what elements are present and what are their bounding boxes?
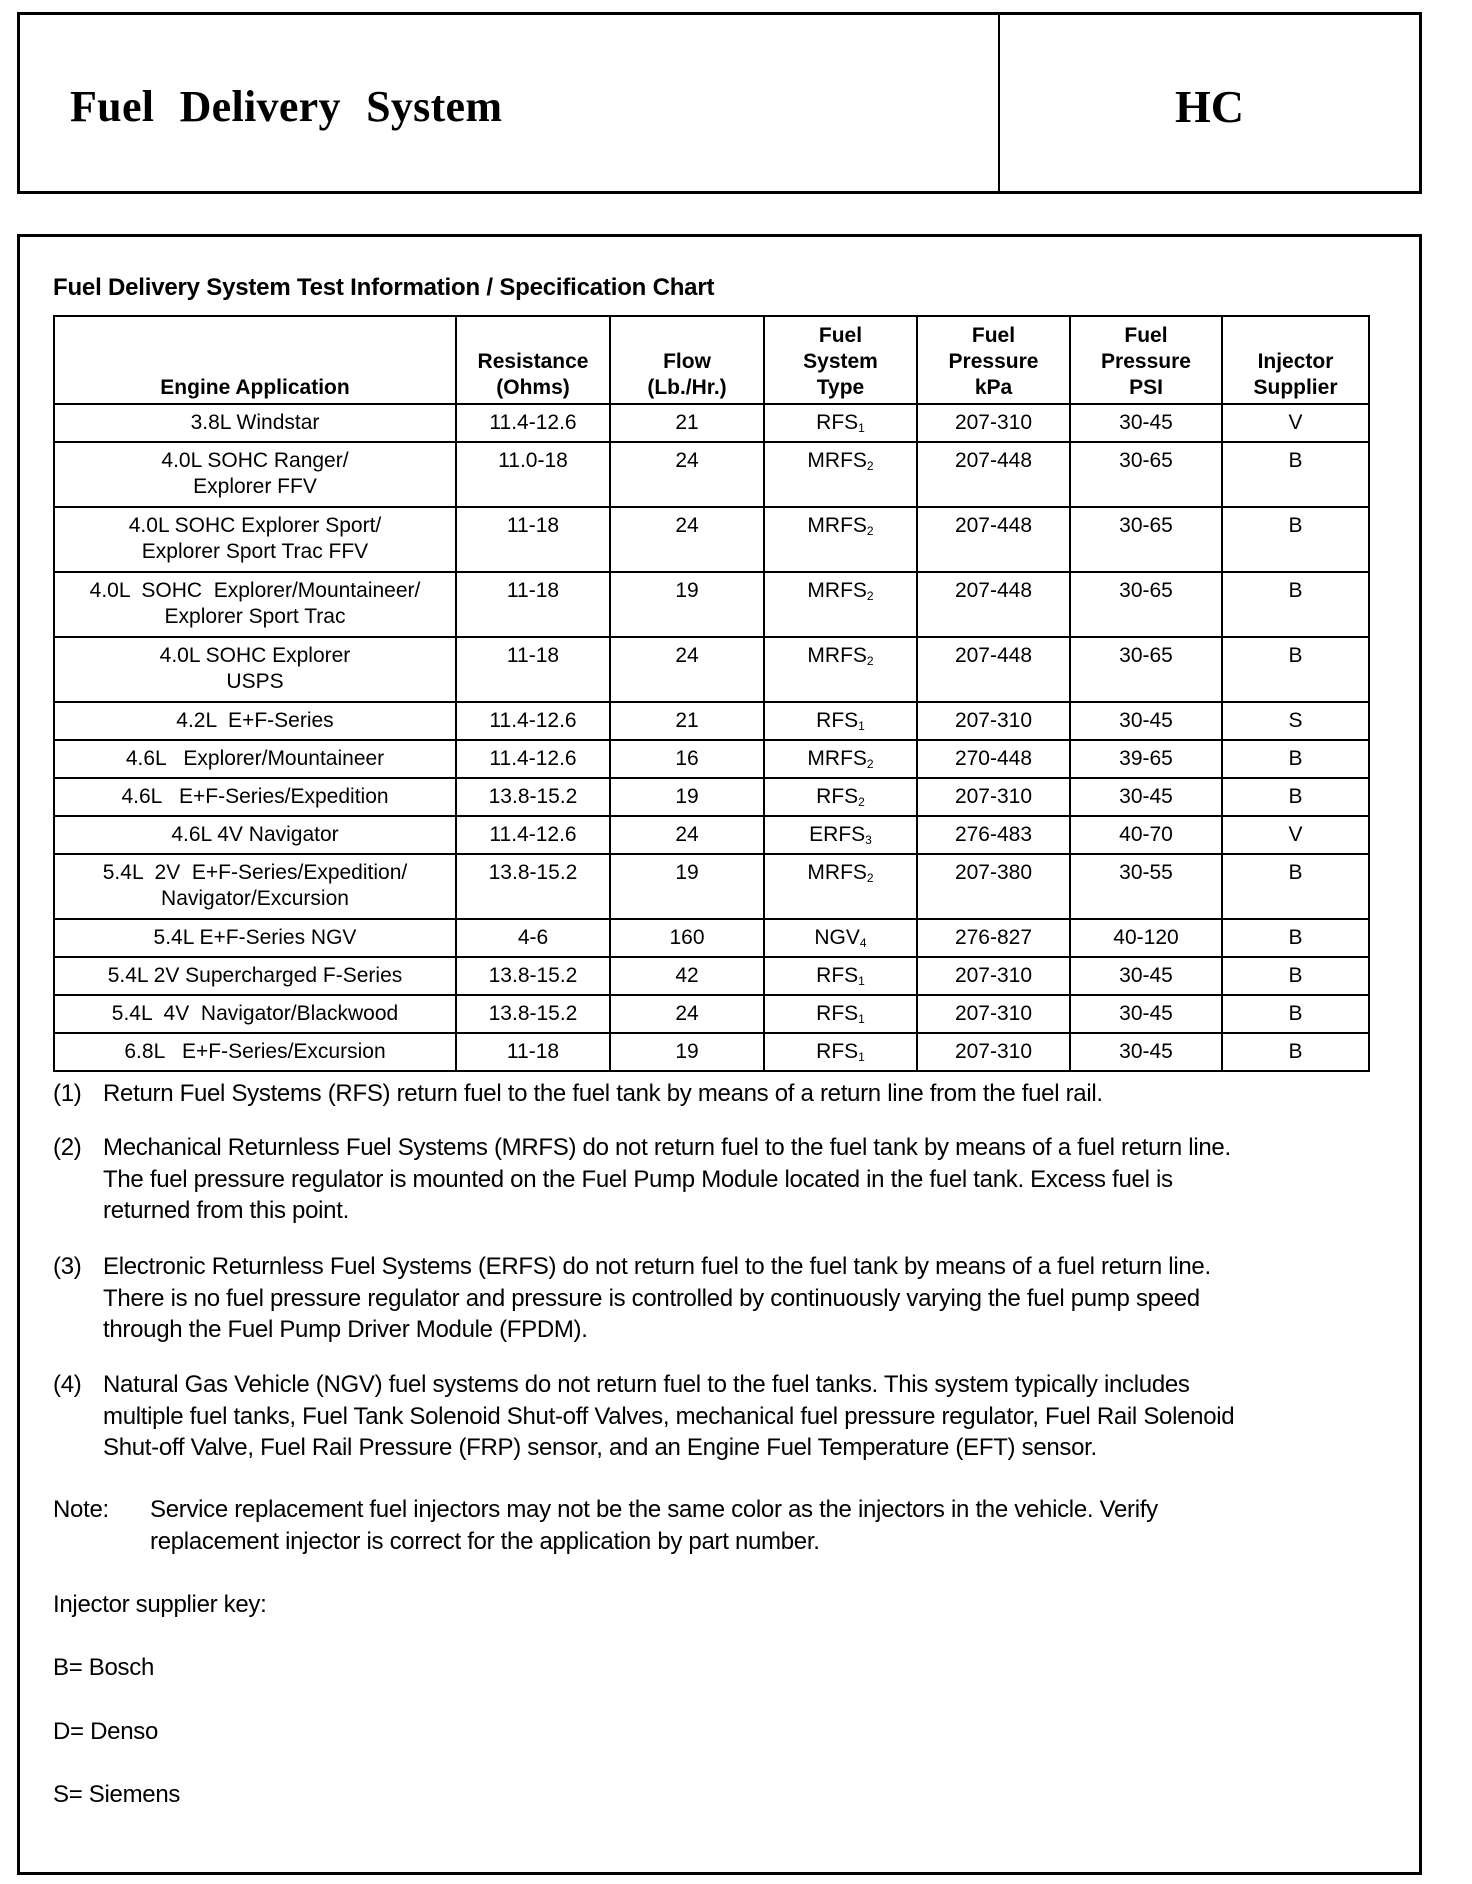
service-note xyxy=(53,1494,1413,1557)
cell-flow: 21 xyxy=(610,404,764,442)
cell-kpa: 207-448 xyxy=(917,637,1070,702)
cell-flow: 24 xyxy=(610,442,764,507)
footnote-ref: 2 xyxy=(866,654,874,668)
column-header-line: Type xyxy=(816,376,865,399)
cell-supplier: B xyxy=(1222,854,1369,919)
cell-engine-application xyxy=(54,995,456,1033)
column-header-line: Fuel xyxy=(971,324,1016,347)
supplier-key-item: S= Siemens xyxy=(53,1781,181,1808)
cell-kpa: 207-310 xyxy=(917,957,1070,995)
cell-fuel-system-type xyxy=(764,854,917,919)
fuel-system-type: RFS xyxy=(816,1002,859,1025)
engine-application-line: 4.2L E+F-Series xyxy=(176,709,334,732)
footnote-1 xyxy=(53,1078,1413,1110)
cell-flow: 24 xyxy=(610,995,764,1033)
footnote-line: There is no fuel pressure regulator and pressure is controlled by continuously varying the fuel pump speed xyxy=(103,1284,1200,1312)
section-code: HC xyxy=(1175,80,1244,132)
cell-fuel-system-type xyxy=(764,995,917,1033)
cell-flow: 19 xyxy=(610,854,764,919)
cell-engine-application xyxy=(54,404,456,442)
footnote-2 xyxy=(53,1132,1413,1227)
fuel-system-type: MRFS xyxy=(807,514,867,537)
cell-engine-application xyxy=(54,854,456,919)
fuel-system-type: ERFS xyxy=(809,823,866,846)
footnote-line: Electronic Returnless Fuel Systems (ERFS) do not return fuel to the fuel tank by means of a fuel return line. xyxy=(103,1253,1211,1280)
cell-resistance: 11.4-12.6 xyxy=(456,404,610,442)
cell-supplier: V xyxy=(1222,816,1369,854)
header-title-cell xyxy=(20,15,1000,191)
footnote-ref: 2 xyxy=(866,757,874,771)
cell-supplier: B xyxy=(1222,957,1369,995)
cell-kpa: 207-448 xyxy=(917,442,1070,507)
fuel-system-type: MRFS xyxy=(807,579,867,602)
page-title: Fuel Delivery System xyxy=(70,81,503,131)
cell-kpa: 207-310 xyxy=(917,995,1070,1033)
cell-engine-application xyxy=(54,702,456,740)
column-header-fuel-pressure-kpa xyxy=(917,316,1070,404)
column-header-line: kPa xyxy=(974,376,1013,399)
engine-application-line: Explorer FFV xyxy=(193,475,317,498)
cell-supplier: B xyxy=(1222,919,1369,957)
table-row xyxy=(54,995,1369,1033)
cell-resistance: 11.4-12.6 xyxy=(456,740,610,778)
cell-engine-application xyxy=(54,957,456,995)
cell-engine-application xyxy=(54,442,456,507)
footnote-ref: 2 xyxy=(866,459,874,473)
cell-resistance: 11.0-18 xyxy=(456,442,610,507)
footnote-text xyxy=(103,1251,1413,1346)
cell-psi: 30-55 xyxy=(1070,854,1222,919)
document-header xyxy=(17,12,1422,194)
cell-psi: 30-65 xyxy=(1070,507,1222,572)
cell-engine-application xyxy=(54,1033,456,1071)
chart-title: Fuel Delivery System Test Information / Specification Chart xyxy=(53,274,715,301)
cell-resistance: 11.4-12.6 xyxy=(456,702,610,740)
engine-application-line: Explorer Sport Trac FFV xyxy=(141,540,369,563)
table-row xyxy=(54,919,1369,957)
footnote-line: The fuel pressure regulator is mounted on the Fuel Pump Module located in the fuel tank. Excess fuel is xyxy=(103,1165,1173,1193)
cell-fuel-system-type xyxy=(764,507,917,572)
cell-psi: 30-65 xyxy=(1070,637,1222,702)
table-row xyxy=(54,957,1369,995)
footnote-text xyxy=(103,1369,1413,1464)
column-header-flow xyxy=(610,316,764,404)
cell-flow: 160 xyxy=(610,919,764,957)
column-header-line: (Lb./Hr.) xyxy=(647,376,727,399)
table-row xyxy=(54,1033,1369,1071)
cell-supplier: B xyxy=(1222,995,1369,1033)
footnote-ref: 1 xyxy=(858,719,865,733)
cell-flow: 19 xyxy=(610,778,764,816)
cell-kpa: 207-448 xyxy=(917,572,1070,637)
supplier-key-item: B= Bosch xyxy=(53,1654,154,1681)
cell-engine-application xyxy=(54,778,456,816)
footnote-ref: 1 xyxy=(858,421,865,435)
supplier-key-item: D= Denso xyxy=(53,1718,158,1745)
fuel-system-type: RFS xyxy=(816,1040,859,1063)
cell-psi: 30-45 xyxy=(1070,404,1222,442)
cell-resistance: 13.8-15.2 xyxy=(456,995,610,1033)
cell-supplier: V xyxy=(1222,404,1369,442)
table-row xyxy=(54,778,1369,816)
cell-kpa: 276-483 xyxy=(917,816,1070,854)
cell-fuel-system-type xyxy=(764,1033,917,1071)
footnote-number: (3) xyxy=(53,1253,82,1280)
cell-resistance: 13.8-15.2 xyxy=(456,778,610,816)
column-header-resistance xyxy=(456,316,610,404)
engine-application-line: USPS xyxy=(226,670,284,693)
cell-psi: 30-65 xyxy=(1070,442,1222,507)
column-header-line: System xyxy=(803,350,878,373)
cell-kpa: 270-448 xyxy=(917,740,1070,778)
cell-supplier: B xyxy=(1222,572,1369,637)
footnote-line: Mechanical Returnless Fuel Systems (MRFS) do not return fuel to the fuel tank by means of a fuel return line. xyxy=(103,1134,1231,1161)
cell-flow: 16 xyxy=(610,740,764,778)
engine-application-line: 4.6L E+F-Series/Expedition xyxy=(121,785,389,808)
note-line: replacement injector is correct for the application by part number. xyxy=(150,1527,820,1555)
cell-kpa: 207-310 xyxy=(917,404,1070,442)
footnote-line: multiple fuel tanks, Fuel Tank Solenoid Shut-off Valves, mechanical fuel pressure regulator, Fuel Rail Solenoid xyxy=(103,1402,1235,1430)
supplier-key-heading: Injector supplier key: xyxy=(53,1591,267,1618)
note-label: Note: xyxy=(53,1496,109,1523)
fuel-system-type: RFS xyxy=(816,411,859,434)
table-row xyxy=(54,740,1369,778)
footnote-ref: 2 xyxy=(866,589,874,603)
footnote-line: returned from this point. xyxy=(103,1197,349,1225)
cell-flow: 19 xyxy=(610,572,764,637)
table-row xyxy=(54,854,1369,919)
cell-kpa: 207-380 xyxy=(917,854,1070,919)
fuel-system-type: RFS xyxy=(816,709,859,732)
cell-kpa: 207-310 xyxy=(917,1033,1070,1071)
cell-resistance: 11-18 xyxy=(456,1033,610,1071)
cell-psi: 39-65 xyxy=(1070,740,1222,778)
engine-application-line: 4.0L SOHC Ranger/ xyxy=(161,449,349,472)
engine-application-line: 4.6L Explorer/Mountaineer xyxy=(125,747,385,770)
note-text xyxy=(150,1494,1413,1557)
column-header-line: Flow xyxy=(663,350,711,373)
engine-application-line: 5.4L E+F-Series NGV xyxy=(153,926,357,949)
cell-psi: 40-120 xyxy=(1070,919,1222,957)
cell-fuel-system-type xyxy=(764,637,917,702)
cell-fuel-system-type xyxy=(764,740,917,778)
cell-resistance: 11-18 xyxy=(456,637,610,702)
cell-fuel-system-type xyxy=(764,816,917,854)
column-header-engine-application xyxy=(54,316,456,404)
cell-resistance: 11.4-12.6 xyxy=(456,816,610,854)
footnote-ref: 2 xyxy=(866,871,874,885)
cell-kpa: 276-827 xyxy=(917,919,1070,957)
footnote-ref: 2 xyxy=(858,795,865,809)
table-row xyxy=(54,404,1369,442)
column-header-line: Fuel xyxy=(1124,324,1168,347)
footnote-number: (4) xyxy=(53,1371,82,1398)
fuel-system-type: RFS xyxy=(816,964,859,987)
footnote-line: Natural Gas Vehicle (NGV) fuel systems do not return fuel to the fuel tanks. This system typically includes xyxy=(103,1371,1190,1398)
footnote-number: (1) xyxy=(53,1080,82,1107)
footnote-line: through the Fuel Pump Driver Module (FPDM). xyxy=(103,1316,588,1344)
cell-supplier: S xyxy=(1222,702,1369,740)
fuel-system-type: MRFS xyxy=(807,644,867,667)
footnote-3 xyxy=(53,1251,1413,1346)
cell-flow: 24 xyxy=(610,507,764,572)
cell-flow: 24 xyxy=(610,816,764,854)
engine-application-line: 5.4L 2V E+F-Series/Expedition/ xyxy=(102,861,408,884)
column-header-fuel-system-type xyxy=(764,316,917,404)
cell-psi: 30-65 xyxy=(1070,572,1222,637)
cell-psi: 30-45 xyxy=(1070,778,1222,816)
fuel-system-type: NGV xyxy=(814,926,860,949)
cell-psi: 30-45 xyxy=(1070,702,1222,740)
fuel-system-type: MRFS xyxy=(807,449,867,472)
cell-engine-application xyxy=(54,507,456,572)
footnote-line: Return Fuel Systems (RFS) return fuel to the fuel tank by means of a return line from the fuel rail. xyxy=(103,1080,1103,1107)
cell-kpa: 207-448 xyxy=(917,507,1070,572)
cell-psi: 30-45 xyxy=(1070,995,1222,1033)
table-row xyxy=(54,442,1369,507)
footnote-ref: 1 xyxy=(858,1012,865,1026)
engine-application-line: Explorer Sport Trac xyxy=(164,605,346,628)
cell-fuel-system-type xyxy=(764,702,917,740)
engine-application-line: 5.4L 4V Navigator/Blackwood xyxy=(111,1002,399,1025)
cell-engine-application xyxy=(54,740,456,778)
footnote-number: (2) xyxy=(53,1134,82,1161)
column-header-line: Pressure xyxy=(948,350,1039,373)
cell-flow: 24 xyxy=(610,637,764,702)
cell-flow: 19 xyxy=(610,1033,764,1071)
engine-application-line: Navigator/Excursion xyxy=(161,887,349,910)
column-header-line: Resistance xyxy=(477,350,589,373)
cell-supplier: B xyxy=(1222,740,1369,778)
table-row xyxy=(54,507,1369,572)
fuel-system-type: RFS xyxy=(816,785,859,808)
cell-supplier: B xyxy=(1222,778,1369,816)
cell-supplier: B xyxy=(1222,637,1369,702)
column-header-injector-supplier xyxy=(1222,316,1369,404)
cell-supplier: B xyxy=(1222,507,1369,572)
header-code-cell xyxy=(1000,15,1419,191)
cell-fuel-system-type xyxy=(764,572,917,637)
footnote-ref: 1 xyxy=(858,1050,865,1064)
note-line: Service replacement fuel injectors may not be the same color as the injectors in the vehicle. Verify xyxy=(150,1496,1158,1523)
footnote-ref: 2 xyxy=(866,524,874,538)
cell-resistance: 13.8-15.2 xyxy=(456,957,610,995)
cell-psi: 40-70 xyxy=(1070,816,1222,854)
cell-psi: 30-45 xyxy=(1070,957,1222,995)
cell-engine-application xyxy=(54,637,456,702)
cell-psi: 30-45 xyxy=(1070,1033,1222,1071)
cell-supplier: B xyxy=(1222,1033,1369,1071)
engine-application-line: 5.4L 2V Supercharged F-Series xyxy=(107,964,403,987)
cell-fuel-system-type xyxy=(764,778,917,816)
table-row xyxy=(54,702,1369,740)
cell-flow: 21 xyxy=(610,702,764,740)
cell-flow: 42 xyxy=(610,957,764,995)
cell-fuel-system-type xyxy=(764,957,917,995)
footnote-text xyxy=(103,1078,1413,1110)
column-header-line: Injector xyxy=(1257,350,1334,373)
table-body xyxy=(54,404,1369,1071)
footnote-line: Shut-off Valve, Fuel Rail Pressure (FRP) sensor, and an Engine Fuel Temperature (EFT) sensor. xyxy=(103,1434,1097,1462)
column-header-line: Supplier xyxy=(1253,376,1338,399)
cell-kpa: 207-310 xyxy=(917,778,1070,816)
cell-fuel-system-type xyxy=(764,919,917,957)
footnote-text xyxy=(103,1132,1413,1227)
table-row xyxy=(54,572,1369,637)
cell-resistance: 11-18 xyxy=(456,507,610,572)
cell-supplier: B xyxy=(1222,442,1369,507)
fuel-system-type: MRFS xyxy=(807,861,867,884)
footnote-ref: 4 xyxy=(859,936,867,950)
footnote-ref: 3 xyxy=(865,833,872,847)
cell-resistance: 13.8-15.2 xyxy=(456,854,610,919)
cell-fuel-system-type xyxy=(764,442,917,507)
engine-application-line: 4.0L SOHC Explorer/Mountaineer/ xyxy=(89,579,421,602)
cell-engine-application xyxy=(54,816,456,854)
fuel-system-type: MRFS xyxy=(807,747,867,770)
cell-engine-application xyxy=(54,572,456,637)
cell-kpa: 207-310 xyxy=(917,702,1070,740)
engine-application-line: 4.0L SOHC Explorer xyxy=(159,644,351,667)
cell-resistance: 11-18 xyxy=(456,572,610,637)
column-header-line: Pressure xyxy=(1101,350,1191,373)
column-header-line: Fuel xyxy=(818,324,863,347)
engine-application-line: 3.8L Windstar xyxy=(190,411,320,434)
engine-application-line: 4.0L SOHC Explorer Sport/ xyxy=(128,514,382,537)
cell-engine-application xyxy=(54,919,456,957)
table-row xyxy=(54,816,1369,854)
engine-application-line: 6.8L E+F-Series/Excursion xyxy=(124,1040,386,1063)
column-header-line: PSI xyxy=(1129,376,1163,399)
table-header-row xyxy=(54,316,1369,404)
engine-application-line: 4.6L 4V Navigator xyxy=(171,823,339,846)
footnote-ref: 1 xyxy=(858,974,865,988)
cell-fuel-system-type xyxy=(764,404,917,442)
table-row xyxy=(54,637,1369,702)
column-header-line: Engine Application xyxy=(160,376,350,399)
specification-table xyxy=(53,315,1370,1072)
column-header-line: (Ohms) xyxy=(496,376,570,399)
column-header-fuel-pressure-psi xyxy=(1070,316,1222,404)
footnote-4 xyxy=(53,1369,1413,1464)
cell-resistance: 4-6 xyxy=(456,919,610,957)
